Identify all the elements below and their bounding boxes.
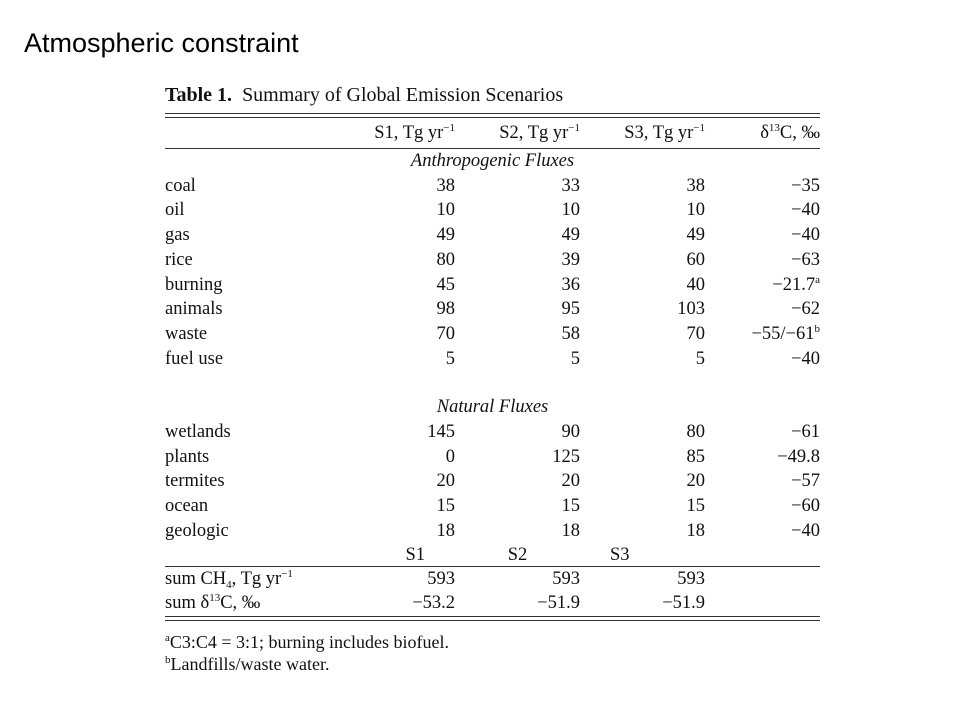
table-caption <box>165 84 820 107</box>
cell-s2: 15 <box>561 496 580 517</box>
table-caption-text: Summary of Global Emission Scenarios <box>242 84 564 106</box>
cell-s2: 5 <box>570 348 580 369</box>
cell-s1: 15 <box>436 496 455 517</box>
cell-s2: 58 <box>561 323 580 344</box>
section-title: Natural Fluxes <box>436 397 549 418</box>
cell-s3: 80 <box>686 422 705 443</box>
row-label: waste <box>165 323 208 344</box>
cell-s3: 70 <box>686 323 705 344</box>
cell-d13c: −57 <box>791 471 820 492</box>
cell-s2: 125 <box>552 446 580 467</box>
cell-d13c: −61 <box>791 422 820 443</box>
table-header-row <box>165 118 820 148</box>
row-label: sum $CH_4$, Tg $yr^{-1}$ <box>165 567 293 591</box>
cell-s2: −51.9 <box>537 593 580 614</box>
cell-d13c: −60 <box>791 496 820 517</box>
emission-table <box>165 84 820 675</box>
footnote-b: $^b$Landfills/waste water. <box>165 653 330 674</box>
cell-s3: 49 <box>686 225 705 246</box>
cell-d13c: −40 <box>791 225 820 246</box>
table-row <box>165 297 820 322</box>
cell-s1: 45 <box>436 274 455 295</box>
cell-s3: 593 <box>677 568 705 589</box>
cell-s1: 18 <box>436 520 455 541</box>
row-label: animals <box>165 299 223 320</box>
cell-d13c: −63 <box>791 249 820 270</box>
cell-s3: 10 <box>686 200 705 221</box>
cell-s2: 90 <box>561 422 580 443</box>
cell-s2: 39 <box>561 249 580 270</box>
cell-d13c: −62 <box>791 299 820 320</box>
cell-s1: 49 <box>436 225 455 246</box>
row-label: burning <box>165 274 223 295</box>
summary-header-s2: S2 <box>507 544 528 565</box>
cell-s2: 95 <box>561 299 580 320</box>
table-row <box>165 519 820 544</box>
table-row <box>165 445 820 470</box>
footnote-mark: b <box>814 322 820 335</box>
slide-title: Atmospheric constraint <box>24 28 299 58</box>
table-row <box>165 174 820 199</box>
cell-s1: 0 <box>445 446 455 467</box>
cell-s3: 60 <box>686 249 705 270</box>
cell-s2: 18 <box>561 520 580 541</box>
row-label: coal <box>165 175 196 196</box>
footnotes <box>165 631 820 675</box>
cell-d13c: −35 <box>791 175 820 196</box>
row-label: geologic <box>165 520 229 541</box>
cell-d13c: −40 <box>791 520 820 541</box>
table-row <box>165 248 820 273</box>
cell-d13c: −40 <box>791 200 820 221</box>
cell-s3: 38 <box>686 175 705 196</box>
cell-s2: 33 <box>561 175 580 196</box>
row-label: gas <box>165 225 190 246</box>
cell-s1: 80 <box>436 249 455 270</box>
cell-s1: 593 <box>427 568 455 589</box>
cell-s3: −51.9 <box>662 593 705 614</box>
row-label: fuel use <box>165 348 224 369</box>
cell-s2: 36 <box>561 274 580 295</box>
row-label: oil <box>165 200 185 221</box>
cell-s3: 103 <box>677 299 705 320</box>
table-row <box>165 420 820 445</box>
table-row <box>165 223 820 248</box>
cell-s3: 15 <box>686 496 705 517</box>
section-heading <box>165 395 820 420</box>
table-grid <box>165 118 820 148</box>
row-label: ocean <box>165 496 209 517</box>
table-caption-label: Table 1. <box>165 84 233 106</box>
table-row <box>165 469 820 494</box>
summary-header-row <box>165 544 820 566</box>
row-label: rice <box>165 249 193 270</box>
cell-d13c: −49.8 <box>777 446 820 467</box>
cell-s2: 10 <box>561 200 580 221</box>
cell-s1: 70 <box>436 323 455 344</box>
row-label: wetlands <box>165 422 231 443</box>
section-title: Anthropogenic Fluxes <box>410 151 575 171</box>
cell-s1: −53.2 <box>412 593 455 614</box>
cell-s3: 20 <box>686 471 705 492</box>
table-row <box>165 273 820 298</box>
row-gap <box>165 371 820 395</box>
row-label: termites <box>165 471 225 492</box>
cell-s1: 38 <box>436 175 455 196</box>
cell-s2: 593 <box>552 568 580 589</box>
col-header-s3: S3, Tg $yr^{-1}$ <box>624 122 705 143</box>
cell-s3: 85 <box>686 446 705 467</box>
cell-s2: 20 <box>561 471 580 492</box>
footnote-mark: a <box>815 273 820 286</box>
table-row <box>165 494 820 519</box>
cell-s1: 5 <box>445 348 455 369</box>
col-header-s1: S1, Tg $yr^{-1}$ <box>374 122 455 143</box>
footnote-a: $^a$C3:C4 = 3:1; burning includes biofuel. <box>165 631 450 652</box>
col-header-s2: S2, Tg $yr^{-1}$ <box>499 122 580 143</box>
cell-s1: 20 <box>436 471 455 492</box>
table-row <box>165 322 820 347</box>
bottom-rule <box>165 616 820 621</box>
cell-s1: 10 <box>436 200 455 221</box>
cell-s3: 40 <box>686 274 705 295</box>
summary-header-s1: S1 <box>405 544 425 565</box>
cell-s1: 98 <box>436 299 455 320</box>
cell-s3: 5 <box>695 348 705 369</box>
cell-d13c: −40 <box>791 348 820 369</box>
table-row <box>165 567 820 592</box>
cell-s1: 145 <box>427 422 455 443</box>
table-row <box>165 347 820 372</box>
table-body <box>165 149 820 566</box>
table-summary <box>165 567 820 616</box>
table-row <box>165 591 820 616</box>
col-header-d13c: $\delta^{13}C$, ‰ <box>760 122 820 143</box>
section-heading <box>165 149 820 174</box>
row-label: plants <box>165 446 210 467</box>
cell-d13c: −21.7$^a$ <box>772 273 820 295</box>
cell-s3: 18 <box>686 520 705 541</box>
table-row <box>165 198 820 223</box>
cell-s2: 49 <box>561 225 580 246</box>
summary-header-s3: S3 <box>610 544 630 565</box>
row-label: sum $\delta^{13}C$, ‰ <box>165 592 261 614</box>
cell-d13c: $-55/-61^b$ <box>751 322 820 344</box>
